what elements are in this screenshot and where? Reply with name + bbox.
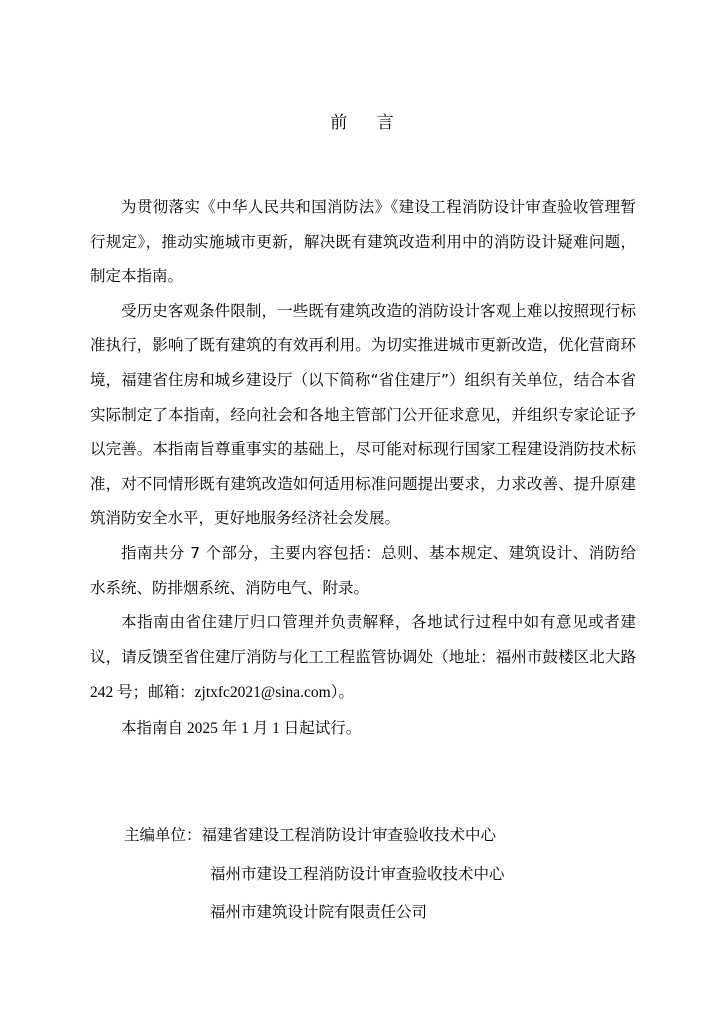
editor-unit: 福州市建设工程消防设计审查验收技术中心 [210, 864, 505, 883]
editor-unit: 福州市建筑设计院有限责任公司 [210, 903, 428, 921]
feedback-text-b: 号；邮箱： [117, 683, 195, 702]
paragraph-effective-date [90, 711, 636, 747]
editor-units [124, 816, 505, 932]
date-month: 1 [237, 719, 253, 737]
date-text-d: 日起试行。 [283, 718, 362, 737]
address-number: 242 [90, 684, 118, 702]
paragraph-feedback [90, 605, 636, 711]
feedback-text-c: ）。 [330, 683, 354, 702]
editor-label: 主编单位： [124, 826, 202, 844]
paragraph-contents: 指南共分 7 个部分，主要内容包括：总则、基本规定、建筑设计、消防给水系统、防排烟系统、消防电气、附录。 [90, 543, 636, 597]
editor-unit: 福建省建设工程消防设计审查验收技术中心 [201, 826, 497, 844]
date-text-c: 月 [252, 718, 269, 737]
editor-unit-row [124, 816, 505, 855]
email-address: zjtxfc2021@sina.com [194, 684, 331, 702]
paragraph-background: 受历史客观条件限制，一些既有建筑改造的消防设计客观上难以按照现行标准执行，影响了既有建筑的有效再利用。为切实推进城市更新改造，优化营商环境，福建省住房和城乡建设厅（以下简称“省住建厅”）组织有关单位，结合本省实际制定了本指南，经向社会和各地主管部门公开征求意见，并组织专家论证予以完善。本指南旨尊重事实的基础上，尽可能对标现行国家工程建设消防技术标准，对不同情形既有建筑改造如何适用标准问题提出要求，力求改善、提升原建筑消防安全水平，更好地服务经济社会发展。 [90, 301, 636, 528]
date-text-a: 本指南自 [121, 718, 184, 737]
body-text [90, 190, 636, 747]
page-title: 前 言 [330, 113, 406, 133]
date-year: 2025 [183, 719, 222, 737]
date-text-b: 年 [221, 718, 238, 737]
feedback-text-a: 本指南由省住建厅归口管理并负责解释，各地试行过程中如有意见或者建议，请反馈至省住建厅消防与化工工程监管协调处（地址：福州市鼓楼区北大路 [90, 613, 636, 666]
date-day: 1 [268, 719, 284, 737]
paragraph-purpose: 为贯彻落实《中华人民共和国消防法》《建设工程消防设计审查验收管理暂行规定》，推动实施城市更新，解决既有建筑改造利用中的消防设计疑难问题，制定本指南。 [90, 198, 636, 286]
